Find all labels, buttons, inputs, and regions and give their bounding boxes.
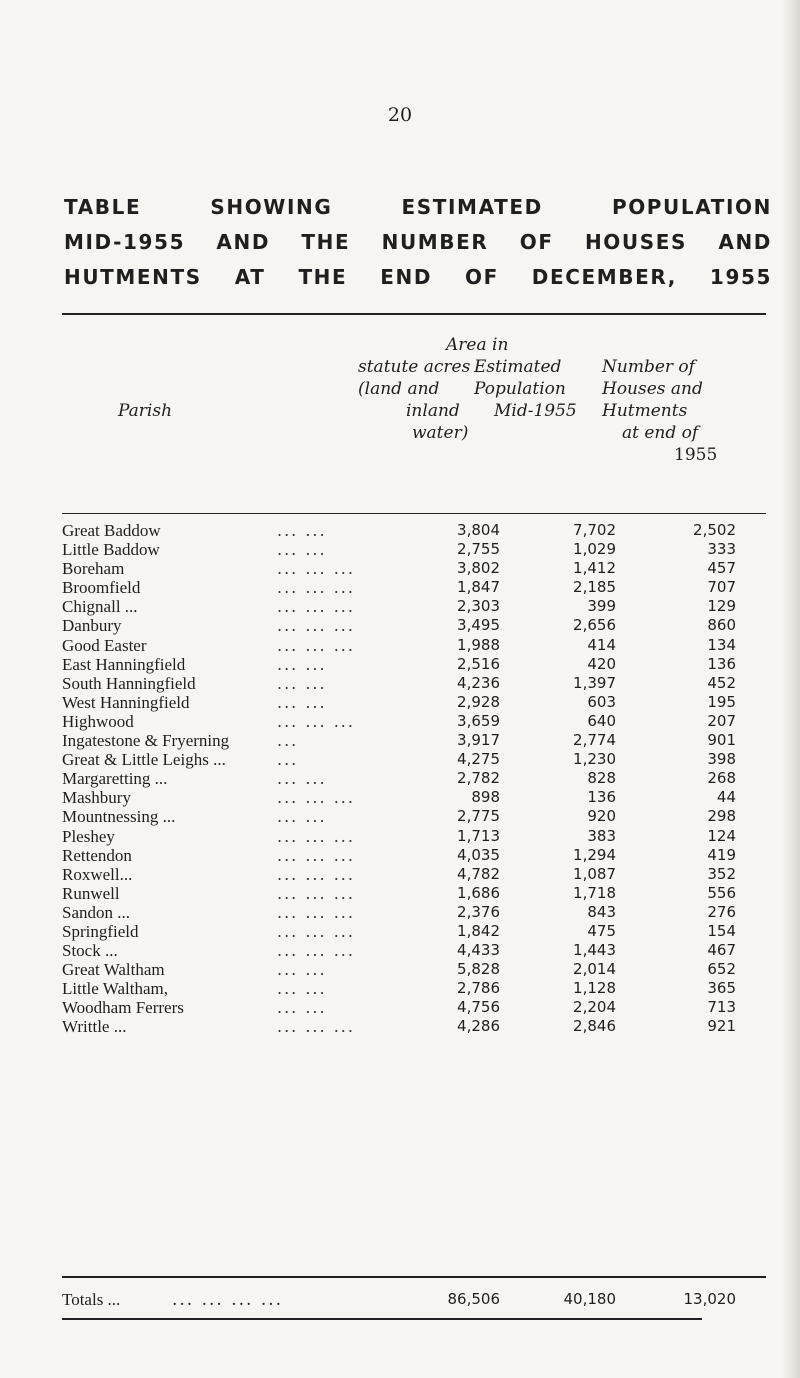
column-header-text: Houses and (602, 379, 703, 399)
population-value: 843 (587, 902, 616, 921)
area-value: 4,236 (457, 673, 500, 692)
parish-name: Great Waltham (62, 960, 165, 980)
totals-houses: 13,020 (683, 1290, 736, 1308)
table-row (62, 941, 766, 960)
parish-name: Springfield (62, 921, 139, 941)
area-value: 898 (471, 788, 500, 807)
parish-name: Mashbury (62, 788, 131, 808)
column-header-text: Hutments (602, 401, 688, 421)
houses-value: 129 (707, 597, 736, 616)
parish-name: Little Waltham, (62, 979, 168, 999)
population-value: 399 (587, 597, 616, 616)
table-row (62, 674, 766, 693)
parish-name: Mountnessing ... (62, 807, 176, 827)
houses-value: 467 (707, 941, 736, 960)
population-value: 920 (587, 807, 616, 826)
area-value: 3,495 (457, 616, 500, 635)
area-value: 4,275 (457, 750, 500, 769)
dot-leader: ... (277, 750, 299, 770)
population-value: 2,774 (573, 731, 616, 750)
totals-population: 40,180 (563, 1290, 616, 1308)
column-header-population (474, 356, 577, 422)
table-row (62, 578, 766, 597)
dot-leader: ... ... (277, 692, 327, 712)
dot-leader: ... ... (277, 998, 327, 1018)
houses-value: 652 (707, 960, 736, 979)
population-value: 420 (587, 654, 616, 673)
table-row (62, 846, 766, 865)
table-row (62, 616, 766, 635)
population-value: 2,014 (573, 960, 616, 979)
houses-value: 921 (707, 1017, 736, 1036)
dot-leader: ... ... ... (277, 941, 355, 961)
population-value: 136 (587, 788, 616, 807)
houses-value: 268 (707, 769, 736, 788)
header-top-rule (62, 313, 766, 315)
parish-name: Chignall ... (62, 597, 138, 617)
parish-name: Runwell (62, 883, 120, 903)
column-header-text: Parish (118, 401, 173, 421)
parish-name: Ingatestone & Fryerning (62, 731, 230, 751)
area-value: 2,786 (457, 979, 500, 998)
column-header-text: statute acres (358, 357, 471, 377)
totals-row (62, 1290, 766, 1312)
title-line: HUTMENTS AT THE END OF DECEMBER, 1955 (64, 265, 772, 289)
table-row (62, 712, 766, 731)
area-value: 4,035 (457, 845, 500, 864)
column-header-text: 1955 (674, 445, 718, 465)
parish-name: Margaretting ... (62, 769, 168, 789)
houses-value: 901 (707, 731, 736, 750)
parish-name: Good Easter (62, 635, 147, 655)
population-value: 1,718 (573, 883, 616, 902)
area-value: 2,755 (457, 540, 500, 559)
houses-value: 298 (707, 807, 736, 826)
dot-leader: ... ... (277, 673, 327, 693)
population-value: 2,185 (573, 578, 616, 597)
dot-leader: ... ... ... (277, 1017, 355, 1037)
population-value: 383 (587, 826, 616, 845)
population-value: 1,397 (573, 673, 616, 692)
column-header-houses (602, 356, 717, 466)
column-header-text: Number of (602, 357, 695, 377)
area-value: 1,842 (457, 921, 500, 940)
houses-value: 398 (707, 750, 736, 769)
totals-label: Totals ... (62, 1290, 121, 1309)
area-value: 1,686 (457, 883, 500, 902)
dot-leader: ... ... (277, 654, 327, 674)
parish-name: Great & Little Leighs ... (62, 750, 226, 770)
column-header-text: at end of (622, 423, 699, 443)
totals-top-rule (62, 1276, 766, 1278)
table-row (62, 731, 766, 750)
area-value: 4,286 (457, 1017, 500, 1036)
dot-leader: ... ... ... (277, 921, 355, 941)
column-header-text: (land and (358, 379, 440, 399)
population-value: 603 (587, 692, 616, 711)
population-value: 1,412 (573, 559, 616, 578)
dot-leader: ... ... ... (277, 635, 355, 655)
population-value: 828 (587, 769, 616, 788)
area-value: 2,376 (457, 902, 500, 921)
area-value: 1,988 (457, 635, 500, 654)
houses-value: 2,502 (693, 521, 736, 539)
houses-value: 276 (707, 902, 736, 921)
dot-leader: ... ... (277, 769, 327, 789)
header-bottom-rule (62, 513, 766, 514)
area-value: 4,782 (457, 864, 500, 883)
table-row (62, 750, 766, 769)
dot-leader: ... ... ... (277, 559, 355, 579)
population-value: 2,204 (573, 998, 616, 1017)
area-value: 3,659 (457, 711, 500, 730)
houses-value: 124 (707, 826, 736, 845)
page-number: 20 (387, 104, 413, 126)
parish-name: Danbury (62, 616, 122, 636)
dot-leader: ... (277, 731, 299, 751)
title-line: MID-1955 AND THE NUMBER OF HOUSES AND (64, 230, 772, 254)
houses-value: 154 (707, 921, 736, 940)
table-row (62, 827, 766, 846)
parish-name: Woodham Ferrers (62, 998, 184, 1018)
houses-value: 707 (707, 578, 736, 597)
area-value: 2,303 (457, 597, 500, 616)
table-title (64, 190, 772, 295)
totals-area: 86,506 (447, 1290, 500, 1308)
parish-name: Broomfield (62, 578, 141, 598)
houses-value: 134 (707, 635, 736, 654)
table-row (62, 559, 766, 578)
houses-value: 419 (707, 845, 736, 864)
parish-name: Great Baddow (62, 521, 161, 540)
area-value: 1,713 (457, 826, 500, 845)
dot-leader: ... ... ... (277, 616, 355, 636)
table-row (62, 903, 766, 922)
dot-leader: ... ... (277, 807, 327, 827)
table-row (62, 979, 766, 998)
population-value: 1,294 (573, 845, 616, 864)
houses-value: 457 (707, 559, 736, 578)
population-value: 2,656 (573, 616, 616, 635)
table-row (62, 597, 766, 616)
area-value: 4,756 (457, 998, 500, 1017)
column-header-parish (118, 400, 172, 422)
population-value: 1,230 (573, 750, 616, 769)
column-header-text: Mid-1955 (494, 401, 577, 421)
area-value: 2,782 (457, 769, 500, 788)
table-row (62, 693, 766, 712)
totals-bottom-rule (62, 1318, 702, 1320)
dot-leader: ... ... (277, 960, 327, 980)
table-row (62, 655, 766, 674)
column-header-text: water) (412, 423, 469, 443)
houses-value: 713 (707, 998, 736, 1017)
title-line: TABLE SHOWING ESTIMATED POPULATION (64, 195, 772, 219)
houses-value: 352 (707, 864, 736, 883)
table-row (62, 884, 766, 903)
houses-value: 195 (707, 692, 736, 711)
table-body (62, 521, 766, 1037)
column-header-text: inland (406, 401, 460, 421)
houses-value: 207 (707, 711, 736, 730)
parish-name: South Hanningfield (62, 673, 196, 693)
table-row (62, 769, 766, 788)
parish-name: Boreham (62, 559, 125, 579)
page-edge-shadow (782, 0, 800, 1378)
population-value: 414 (587, 635, 616, 654)
population-value: 475 (587, 921, 616, 940)
table-row (62, 636, 766, 655)
population-value: 640 (587, 711, 616, 730)
column-header-text: Estimated (474, 357, 562, 377)
houses-value: 136 (707, 654, 736, 673)
table-row (62, 998, 766, 1017)
houses-value: 365 (707, 979, 736, 998)
population-value: 1,087 (573, 864, 616, 883)
dot-leader: ... ... ... (277, 864, 355, 884)
parish-name: West Hanningfield (62, 692, 190, 712)
table-row (62, 960, 766, 979)
area-value: 2,775 (457, 807, 500, 826)
area-value: 2,928 (457, 692, 500, 711)
parish-name: Pleshey (62, 826, 115, 846)
population-value: 1,443 (573, 941, 616, 960)
table-row (62, 922, 766, 941)
houses-value: 44 (716, 788, 736, 807)
dot-leader: ... ... (277, 540, 327, 560)
parish-name: Rettendon (62, 845, 132, 865)
dot-leader: ... ... ... (277, 711, 355, 731)
population-value: 7,702 (573, 521, 616, 539)
dot-leader: ... ... (277, 979, 327, 999)
parish-name: East Hanningfield (62, 654, 186, 674)
parish-name: Highwood (62, 711, 134, 731)
dot-leader: ... ... ... (277, 826, 355, 846)
dot-leader: ... ... ... (277, 883, 355, 903)
table-row (62, 788, 766, 807)
column-header-text: Population (474, 379, 566, 399)
population-value: 1,029 (573, 540, 616, 559)
dot-leader: ... ... ... (277, 902, 355, 922)
table-row (62, 521, 766, 540)
population-value: 1,128 (573, 979, 616, 998)
area-value: 2,516 (457, 654, 500, 673)
population-value: 2,846 (573, 1017, 616, 1036)
table-row (62, 540, 766, 559)
area-value: 3,917 (457, 731, 500, 750)
parish-name: Stock ... (62, 941, 118, 961)
area-value: 4,433 (457, 941, 500, 960)
dot-leader: ... ... ... (277, 845, 355, 865)
houses-value: 556 (707, 883, 736, 902)
dot-leader: ... ... (277, 521, 327, 540)
houses-value: 452 (707, 673, 736, 692)
area-value: 3,804 (457, 521, 500, 539)
dot-leader: ... ... ... (277, 788, 355, 808)
table-row (62, 865, 766, 884)
totals-leader: ... ... ... ... (172, 1290, 284, 1310)
houses-value: 333 (707, 540, 736, 559)
table-row (62, 807, 766, 826)
parish-name: Roxwell... (62, 864, 133, 884)
houses-value: 860 (707, 616, 736, 635)
table-row (62, 1017, 766, 1036)
dot-leader: ... ... ... (277, 597, 355, 617)
parish-name: Little Baddow (62, 540, 160, 560)
area-value: 3,802 (457, 559, 500, 578)
parish-name: Writtle ... (62, 1017, 127, 1037)
parish-name: Sandon ... (62, 902, 130, 922)
area-value: 5,828 (457, 960, 500, 979)
area-value: 1,847 (457, 578, 500, 597)
dot-leader: ... ... ... (277, 578, 355, 598)
column-header-text: Area in (446, 335, 509, 355)
